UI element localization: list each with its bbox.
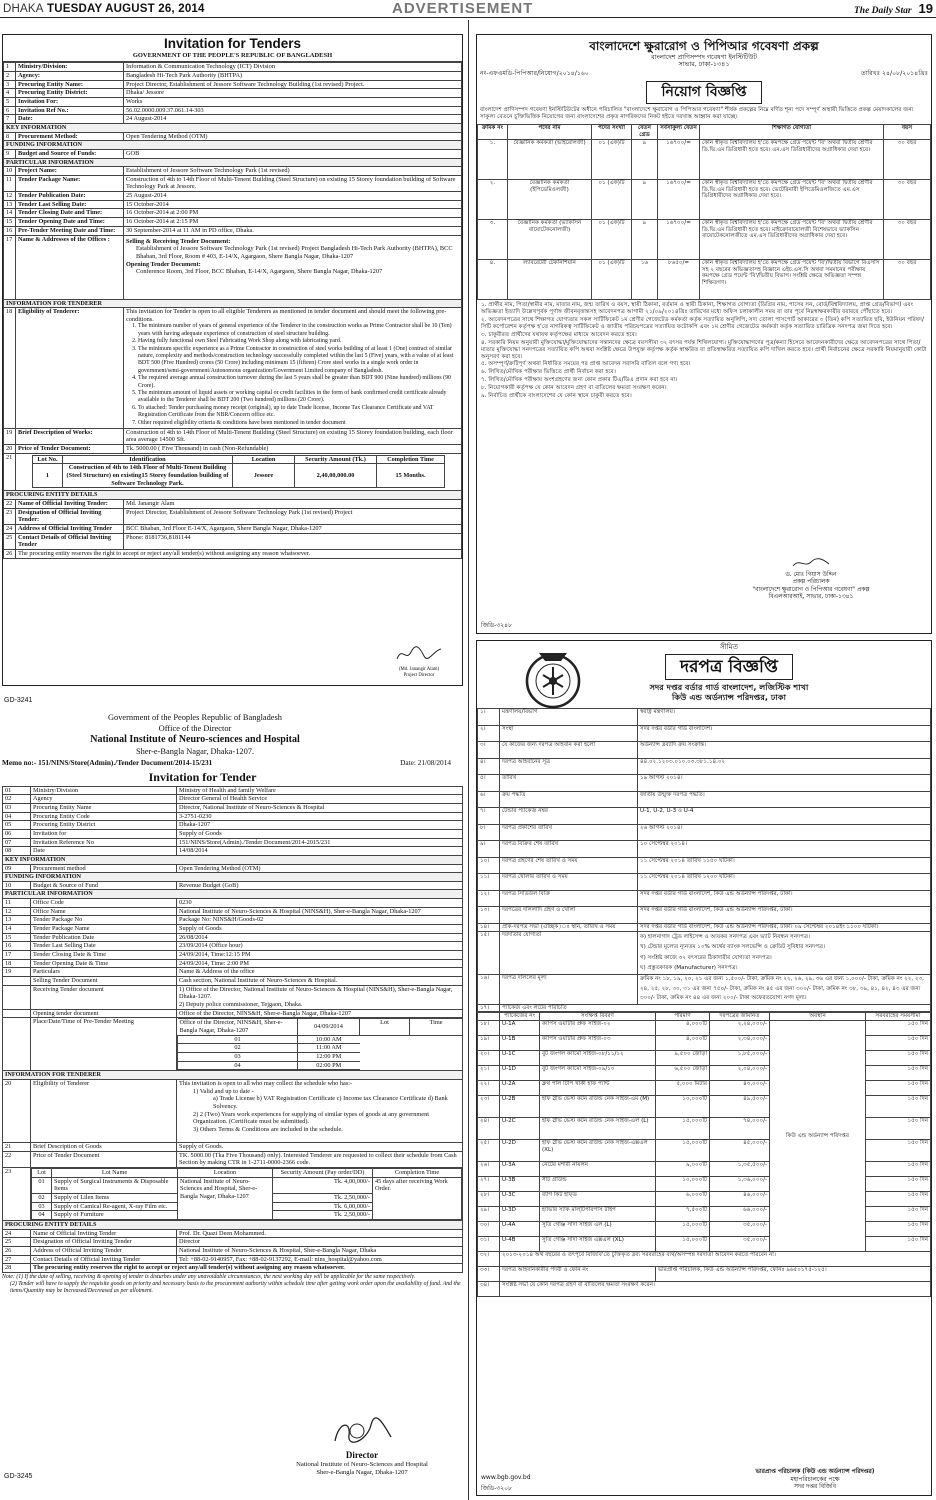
table-row: 05 Procuring Entity District Dhaka-1207 [3,821,463,830]
table-row: ৩৪। সংশ্লিষ্ট সভা যে কোন দরপত্র গ্রহণ বা বাতিলের ক্ষমতা সংরক্ষণ করেন। [478,1282,931,1297]
instruction-item: ৩. চাকুরীরত প্রার্থীদের যথাযথ কর্তৃপক্ষের মাধ্যমে আবেদন করতে হবে। [481,331,637,338]
dateline: DHAKA TUESDAY AUGUST 26, 2014 [3,3,205,15]
section-heading: INFORMATION FOR TENDERER [3,1071,463,1080]
section-heading: FUNDING INFORMATION [3,873,463,882]
package-row: ১৯। U-1B ক্যাপস ওয়াটার প্রুফ সাইজ-০৩ ৪,০০০টি ২,৩৪,০০০/- ১৫০ দিন [478,1036,931,1051]
table-row: 19 Brief Description of Works: Construction of 4th to 14th Floor of Multi-Tenent Building (Steel Structure) on existing 15 Storey foundation building, each floor area average 14500 Sft. [4,428,462,444]
table-row: 10 Project Name: Establishment of Jessore Software Technology Park (1st revised) [4,167,462,176]
table-row: 12 Office Name National Institute of Neuro-Sciences & Hospital (NINS&H), Sher-e-Bangla Nagar, Dhaka-1207 [3,907,463,916]
table-row: 22 Name of Official Inviting Tender: Md. Janangir Alam [4,500,462,509]
instruction-item: ২. আবেদনপত্রের সাথে শিক্ষাগত যোগ্যতার সকল সার্টিফিকেট ১ম শ্রেণীর গেজেটেড কর্মকর্তা কর্তৃক সত্যায়িত অনুলিপি, সদ্য তোলা পাসপোর্ট আকারের ৩ (তিন) কপি সত্যায়িত ছবি, ইউনিয়ন পরিষদ/সিটি কর্পোরেশন কর্তৃপক্ষ হ'তে নাগরিকত্ব সার্টিফিকেট ও জাতীয় পরিচয়পত্রের সত্যায়িত ফটোকপি এবং ১ম শ্রেণীর গেজেটেড কর্মকর্তা কর্তৃক সত্যায়িত চারিত্রিক সনদপত্র জমা দিতে হবে। [481,316,924,330]
meeting-time-row: 01 10:00 AM [178,1035,463,1044]
signature-block: (Md. Janangir Alam) Project Director [394,644,444,679]
instruction-item: ৫. অসম্পূর্ণ/ক্রটিপূর্ণ অথবা নির্ধারিত সময়ের পর প্রাপ্ত আবেদন সরাসরি বাতিল বলে গণ্য হবে। [481,361,691,368]
recruit-header: বাংলাদেশে ক্ষুরারোগ ও পিপিআর গবেষণা প্রকল্প বাংলাদেশ প্রাণিসম্পদ গবেষণা ইনস্টিটিউট সাভার, ঢাকা-১৩৪১ [589,39,819,69]
eligibility-item: 7. Other required eligibility criteria & conditions have been mentioned in tender document [138,420,459,427]
table-row: 21 Lot No. Identification Location Security Amount (Tk.) Completion Time 1 Construction of 4th to 14th Floor of Multi-Tenent Building (Steel Structure) on existing15 Storey foundation building of Software Technology Park. Jessore 2,40,00,000.00 15 Months. [4,453,462,491]
ad-recruitment-notice [476,34,932,634]
table-row: 2 Agency: Bangladesh Hi-Tech Park Authority (BHTPA) [4,72,462,81]
vacancy-row: ৩. বৈজ্ঞানিক কর্মকর্তা (ভ্যাকসিন বায়োটেকনোলজী) ০১ (এক)টি ৯ ১৬৭০০/= কোন স্বীকৃত বিশ্ববিদ্যালয় হ'তে কমপক্ষে গ্রেড পয়েন্ট 'বি' অথবা দ্বিতীয় শ্রেণীর ডি.ভি.এম ডিগ্রিধারী হতে হবে। মাইক্রোবায়োলজী বিশেষভাবে ভ্যাকসিন বায়োটেকনোলজীতে এম.এস ডিগ্রিধারীদের অগ্রাধিকার দেয়া হবে। ৩০ বছর [478,219,931,259]
table-row: 18 Eligibility of Tenderer: This invitation for Tender is open to all eligible Tenderers as mentioned in tender document and should meet the following pre-conditions. 1. The minimum number of years of general experience of the Tenderer in the construction works as Prime Contractor shall be 10 (Ten) years with having adequate experience of construction of steel structure building. 2. Having fully functional own Steel Fabricating Work Shop along with fabricating yard. 3. The minimum specific experience as a Prime Contractor in construction of steel works building of at least 1 (One) contract of similar nature, complexity and methods/construction technology successfully completed within the last 5 (Five) years, with a value of at least BDT 500 (Five Hundred) crores (50 Crore) including minimum 15 (fifteen) Crore steel works in a single work order in government/semi-government/Autonomous organization/Government Limited company of Bangladesh. 4. The required average annual construction turnover during the last 5 years shall be greater than BDT 900 (Nine hundred) millions (90 Crore). 5. The minimum amount of liquid assets or working capital or credit facilities in the form of bank confirmed credit certificate already available to the Tenderer shall be BDT 200 (Two hundred) millions (20 Crore). 6. To attached: Tender purchasing money receipt (original), up to date Trade license, Income Tax Clearance Certificate and VAT Registration Certificate from the NBR/Concern office etc. 7. Other required eligibility criteria & conditions have been mentioned in tender document [4,308,462,429]
package-row: ৩১। U-4B সুতি গেঞ্জি সাদা সাইজ এক্সএল (XL) ১৫,০০০টি ৩৫,০০০/- ১৫০ দিন [478,1237,931,1252]
table-row: 4 Procuring Entity District: Dhaka/ Jessore [4,89,462,98]
instruction-item: ৮. নিয়োগকারী কর্তৃপক্ষ যে কোন আবেদন গ্রহণ বা বাতিলের ক্ষমতা সংরক্ষণ করেন। [481,385,667,392]
table-row: 12 Tender Publication Date: 25 August-2014 [4,192,462,201]
table-row: 1 Ministry/Division: Information & Communication Technology (ICT) Division [4,63,462,72]
bgb-tender-table [477,708,931,1012]
tender-table [3,62,462,558]
table-row: 03 Procuring Entity Name Director, National Institute of Neuro-Sciences & Hospital [3,803,463,812]
table-row: 18 Tender Opening Date & Time 24/09/2014, Time: 2:00 PM [3,959,463,968]
lot-row: 02 Supply of Lilen Items Tk. 2,50,000/- [32,1194,462,1203]
table-row: 24 Address of Official Inviting Tender BCC Bhaban, 3rd Floor E-14/X, Agargaon, Shere Bangla Nagar, Dhaka-1207 [4,525,462,534]
website-link[interactable]: www.bgb.gov.bd [481,1473,531,1481]
memo-line: Memo no:- 151/NINS/Store(Admin)./Tender Document/2014-15/231 Date: 21/08/2014 [2,758,451,767]
tender-title: Invitation for Tender [148,770,257,784]
table-row: 11 Office Code 0230 [3,899,463,908]
gd-number: জিডি-৩২০৮ [481,1484,512,1492]
gd-number: জিডি-৩২৪৮ [481,621,512,629]
section-heading: PROCURING ENTITY DETAILS [3,1221,463,1230]
vacancy-table-header: ক্রমিক নং পদের নাম পদের সংখ্যা বেতন গ্রেড সর্বসাকুল্য বেতন শিক্ষাগত যোগ্যতা বয়স [478,125,931,140]
bgb-logo [521,647,585,711]
instruction-item: ৬. লিখিত/মৌখিক পরীক্ষার ভিত্তিতে প্রার্থী নির্বাচন করা হবে। [481,369,616,376]
table-row: 13 Tender Last Selling Date: 15 October-2014 [4,200,462,209]
section-label: ADVERTISEMENT [392,0,534,17]
lot-row: 01 Supply of Surgical Instruments & Disposable Items National Institute of Neuro-Sciences and Hospital, Sher-e-Bangla Nagar, Dhaka-1207 Tk. 4,00,000/- 45 days after receiving Work Order. [32,1177,462,1193]
eligibility-item: 3. The minimum specific experience as a Prime Contractor in construction of steel works building of at least 1 (One) contract of similar nature, complexity and methods/construction technology successfully completed within the last 5 (Five) years, with a value of at least BDT 500 (Five Hundred) crores (50 Crore) including minimum 15 (fifteen) Crore steel works in a single work order in government/semi-government/Autonomous organization/Government Limited company of Bangladesh. [138,346,459,375]
table-row: 23 Lot Lot Name Location Security Amount (Pay order/DD) Completion Time 01 Supply of Surgical Instruments & Disposable Items National Institute of Neuro-Sciences and Hospital, Sher-e-Bangla Nagar, Dhaka-1207 Tk. 4,00,000/- 45 days after receiving Work Order. 02 Supply of Lilen Items Tk. 2,50,000/- 03 Supply of Camical Re-agent, X-ray Film etc. Tk. 6,00,000/- 04 Supply of Furniture Tk. 2,50,000/- [3,1168,463,1221]
instruction-item: ৯. নির্বাচিত প্রার্থীকে বাংলাদেশের যে কোন স্থানে চাকুরী করতে হবে। [481,393,632,400]
table-row: ১২। দরপত্র সিডিউল বিক্রি সদর দপ্তর বর্ডার গার্ড বাংলাদেশ, কিউ এন্ড অর্ডন্যান্স পরিদপ্তর, ঢাকা। [478,890,931,907]
table-row: 25 Contact Details of Official Inviting Tender Phone: 8181736,8181144 [4,533,462,549]
package-row: ২৫। U-2D হাফ স্লীভ ভেস্ট কটন রাউন্ড নেক সাইজ-এক্সএল (XL) ১৫,০০০টি ৪৫,০০০/- ১৫০ দিন [478,1140,931,1162]
signature-icon [791,557,831,569]
masthead [854,1,933,18]
instruction-item: ১. প্রার্থীর নাম, পিতা/স্বামীর নাম, মাতার নাম, জন্ম তারিখ ও বয়স, স্থায়ী ঠিকানা, বর্তমান ও স্থায়ী ঠিকানা, শিক্ষাগত যোগ্যতা (ডিগ্রির নাম, পাসের সন, বোর্ড/বিশ্ববিদ্যালয়, প্রাপ্ত গ্রেড/বিভাগ) এবং অভিজ্ঞতা ইত্যাদি উল্লেখপূর্বক পূর্ণাঙ্গ জীবনবৃত্তান্তসহ আবেদনপত্র আগামী ২১/০৯/২০১৪খ্রিঃ তারিখের মধ্যে অফিস চলাকালীন সময় বা তার পূর্বে নিম্নস্বাক্ষরকারীর বরাবরে পৌঁছাতে হবে। [481,301,914,315]
notice-title: নিয়োগ বিজ্ঞপ্তি [646,81,761,104]
package-row: ২৭। U-3B সীট গ্রাউন্ড ১০,০০০টি ১,৩৬,০০০/- ১৫০ দিন [478,1177,931,1192]
table-row: ২। সংস্থা সদর দপ্তর বর্ডার গার্ড বাংলাদেশ। [478,725,931,742]
table-row: 25 Designation of Official Inviting Tender Director [3,1238,463,1247]
lot-row: 03 Supply of Camical Re-agent, X-ray Film etc. Tk. 6,00,000/- [32,1202,462,1211]
table-row: ৪। দরপত্র আহবানের সূত্র ৪৪.০২.১২০৩.০১০.০৩.৩৮১.১৪.০২ [478,758,931,775]
page-header [0,0,936,18]
table-row: 19 Particulars Name & Address of the office [3,968,463,977]
table-row: 11 Tender Package Name: Construction of 4th to 14th Floor of Multi-Tenent Building (Steel Structure) on existing 15 Storey foundation building of Software Technology Park at Jessore. [4,175,462,191]
table-row: 28 The procuring entity reserves the right to accept or reject any/all tender(s) without assigning any reason whatsoever. [3,1264,463,1273]
table-row: 27 Contact Details of Official Inviting Tender Tel: +88-02-9140957, Fax: +88-02-9137292, E-mail: nins_hospital@yahoo.com [3,1255,463,1264]
meeting-table: Office of the Director, NINS&H, Sher-e-Bangla Nagar, Dhaka-1207 04/09/2014 Lot Time 01 10:00 AM 02 11:00 AM 03 12:00 PM 04 02:00 PM [177,1018,462,1070]
table-row: 20 Eligibility of Tenderer This invitation is open to all who may collect the schedule who has:- 1) Valid and up to date - a) Trade License b) VAT Registration Certificate c) Income tax Clearance Certificate d) Bank Solvency. 2) 2 (Two) Years work experiences for supplying of similar types of goods at any government Organization. (Certificate must be submitted). 3) Others Terms & Conditions are included in the schedule. [3,1080,463,1143]
lot-table-header: Lot Lot Name Location Security Amount (Pay order/DD) Completion Time [32,1169,462,1178]
vacancy-table [477,124,931,300]
package-row: ২১। U-1D বুট জংগল ক্যামো সাইজ-০৯/১০ ৬,৫০০ জোড়া ২,০৪,০০০/- ১৫০ দিন [478,1066,931,1081]
eligibility-item: 1. The minimum number of years of general experience of the Tenderer in the construction works as Prime Contractor shall be 10 (Ten) years with having adequate experience of construction of steel structure building. [138,323,459,337]
table-row: Receiving Tender document 1) Office of the Director, National Institute of Neuro-Sciences & Hospital (NINS&H), Sher-e-Bangla Nagar, Dhaka-1207. 2) Deputy police commissioner, Tejgaon, Dhaka. [3,985,463,1009]
instruction-item: ৭. লিখিত/মৌখিক পরীক্ষায় অংশগ্রহণের জন্য কোন প্রকার টিএ/ডিএ প্রদান করা হবে না। [481,377,678,384]
signature-block: Director National Institute of Neuro-Sciences and Hospital Sher-e-Bangla Nagar, Dhaka-1207 [262,1417,462,1477]
gd-number: GD-3241 [4,697,33,704]
newspaper-logo: The Daily Star [854,6,912,16]
table-row: ১০। দরপত্র গ্রহণের শেষ তারিখ ও সময় ১১ সেপ্টেম্বর ২০১৪ তারিখ ১১৫০ ঘটিকা। [478,857,931,874]
lot-table [32,455,445,489]
instructions-list [477,300,931,403]
table-row: Place/Date/Time of Pre-Tender Meeting Office of the Director, NINS&H, Sher-e-Bangla Nagar, Dhaka-1207 04/09/2014 Lot Time 01 10:00 AM 02 11:00 AM 03 12:00 PM 04 02:00 PM [3,1018,463,1071]
tender-table [2,786,463,1273]
table-row: 01 Ministry/Division Ministry of Health and family Welfare [3,786,463,795]
vacancy-row: ৪. ল্যাবরেটরী টেকনিশিয়ান ০১ (এক)টি ১৬ ৮৬৫০/= কোন স্বীকৃত বিশ্ববিদ্যালয় হ'তে কমপক্ষে গ্রেড পয়েন্ট 'বি'/দ্বিতীয় বিভাগে বিএসসি সহ ২ বছরের অভিজ্ঞতাসহ বিজ্ঞানে এইচ.এস.সি অথবা সমমানের পরীক্ষায় কমপক্ষে গ্রেড পয়েন্ট 'বি'/দ্বিতীয় বিভাগ। সংশ্লিষ্ট ক্ষেত্রে অভিজ্ঞতা সম্পন্ন শিক্ষিতগণ। ৩০ বছর [478,259,931,299]
qualification-item: গ) সংশ্লিষ্ট কাজে ৩২ বৎসরের ঠিকাদারীর যোগ্যতা সনদপত্র। [640,954,772,961]
tender-title: Invitation for Tenders [163,36,301,51]
table-row: ১৫। দরদাতার যোগ্যতা ক) হালনাগাদ ট্রেড লাইসেন্স ও আয়কর সনদপত্র এবং ভ্যাট নিবন্ধন সনদপত্র। খ) টেন্ডার মূল্যের ন্যূনতম ১০% অর্থের ব্যাংক সলভেন্সি ও ক্রেডিট সুবিধার সনদপত্র। গ) সংশ্লিষ্ট কাজে ৩২ বৎসরের ঠিকাদারীর যোগ্যতা সনদপত্র। ঘ) প্রস্তুতকারক (Manufacturer) সনদপত্র। [478,931,931,975]
page-number: 19 [918,1,933,16]
meeting-time-row: 02 11:00 AM [178,1044,463,1053]
bgb-emblem-icon [521,647,585,711]
tender-title-box [3,35,462,62]
table-row: ৯। দরপত্র বিক্রির শেষ তারিখ ১০ সেপ্টেম্বর ২০১৪। [478,841,931,858]
package-row: ১৮। U-1A ক্যাপস ওয়াটার প্রুফ সাইজ-০২ ৪,০০০টি ২,২৪,০০০/- কিউ এন্ড অর্ডন্যান্স পরিদপ্তর ১৫০ দিন [478,1021,931,1036]
table-row: 15 Tender Publication Date 26/08/2014 [3,933,463,942]
table-row: ৭। টেন্ডার প্যাকেজ নম্বর U-1, U-2, U-3 ও U-4 [478,808,931,825]
lot-table [31,1168,462,1220]
eligibility-item: 2. Having fully functional own Steel Fabricating Work Shop along with fabricating yard. [138,338,459,345]
section-heading: PROCURING ENTITY DETAILS [4,491,462,500]
qualification-item: খ) টেন্ডার মূল্যের ন্যূনতম ১০% অর্থের ব্যাংক সলভেন্সি ও ক্রেডিট সুবিধার সনদপত্র। [640,944,826,951]
tender-subtitle: GOVERNMENT OF THE PEOPLE'S REPUBLIC OF BANGLADESH [132,52,333,60]
eligibility-item: 5. The minimum amount of liquid assets or working capital or credit facilities in the form of bank confirmed credit certificate already available to the Tenderer shall be BDT 200 (Two hundred) millions (20 Crore). [138,390,459,404]
table-row: 22 Price of Tender Document TK. 5000.00 (Tka Five Thousand) only). Interested Tenderer are requested to collect their schedule from Cash Section by making CTR in 1-2711-0000-2366 code. [3,1151,463,1167]
table-row: ৬। ক্রয় পদ্ধতি জাতীয় উন্মুক্ত দরপত্র পদ্ধতি। [478,791,931,808]
table-row: 8 Procurement Method: Open Tendering Method (OTM) [4,132,462,141]
table-row: 15 Tender Opening Date and Time: 16 October-2014 at 2:15 PM [4,218,462,227]
table-row: 10 Budget & Source of Fund Revenue Budget (GoB) [3,881,463,890]
table-row: 17 Tender Closing Date & Time 24/09/2014, Time:12:15 PM [3,951,463,960]
section-heading: PARTICULAR INFORMATION [4,158,462,167]
table-row: 02 Agency Director General of Health Service [3,795,463,804]
table-row: 6 Invitation Ref No.: 56.02.0000.009.37.061.14-303 [4,106,462,115]
table-row: Selling Tender Document Cash section, National Institute of Neuro-Sciences & Hospital. [3,977,463,986]
section-heading: PARTICULAR INFORMATION [3,890,463,899]
table-row: 09 Procurement method Open Tendering Method (OTM) [3,864,463,873]
lot-row: 04 Supply of Furniture Tk. 2,50,000/- [32,1211,462,1220]
table-row: ৩। যে কাজের জন্য দরপত্র আহবান করা হলো অর্ডন্যান্স দ্রব্যাদি ক্রয় সংক্রান্ত। [478,742,931,759]
signature-block: ভারপ্রাপ্ত পরিচালক (কিউ এন্ড অর্ডন্যান্স পরিদপ্তর) মহাপরিচালকের পক্ষে সদর দপ্তর বিজিবি [755,1469,875,1490]
qualification-item: ঘ) প্রস্তুতকারক (Manufacturer) সনদপত্র। [640,965,738,972]
table-row: ১৬। দরপত্র দলিলের মূল্য ক্রমিক নং ১৮, ১৯, ২০, ২১ এর জন্য ১,৫০০/- টাকা, ক্রমিক নং ২২, ২৬, ২৯, ৩৬ এর জন্য ১,০০০/- টাকা, ক্রমিক নং ২২, ২৩, ২৪, ২৫, ২৮, ৩০, ৩১ এর জন্য ৭৫০/- টাকা, ক্রমিক নং ৪৫ এর জন্য ৩০০/- টাকা, ক্রমিক নং ৩৮, ৩৯, ৪১, ৪২, ৪৩ এর জন্য ৩০০/- টাকা, ক্রমিক নং ৪৪ এর জন্য ২০০/- টাকা অফেরতযোগ্য নগদ মূল্য। [478,975,931,1005]
package-row: ২৩। U-2B হাফ স্লীভ ভেস্ট কটন রাউন্ড নেক সাইজ-এম (M) ১০,০০০টি ৪৯,৫০০/- ১৫০ দিন [478,1096,931,1118]
package-row: ২৯। U-3D হ্যাভার স্যাক মাল্‌টিপারপাস টাইপ ৭,৫০০টি ৬৬,০০০/- ১৫০ দিন [478,1207,931,1222]
notes: Note: (1) If the date of selling, receiving & opening of tender is disturbes under any unavoidable circumstances, the next working day will be applicable for the same respectively. (2) Tender will have to supply the requisite goods on priority and necessary basis to the procurement authority within schedule time after getting work order upon the availability of fund. And the items/Quantity may be Increased/Decreased as per allotment. [2,1274,461,1295]
package-row: ২৮। U-3C ব্যাগ কিট হাফ্ড ৬,০০০টি ৪৬,০০০/- ১৫০ দিন [478,1192,931,1207]
vacancy-row: ২. বৈজ্ঞানিক কর্মকর্তা (ইপিডেমিওলজী) ০১ (এক)টি ৯ ১৬৭০০/= কোন স্বীকৃত বিশ্ববিদ্যালয় হ'তে কমপক্ষে গ্রেড পয়েন্ট 'বি' অথবা দ্বিতীয় শ্রেণীর ডি.ভি.এম ডিগ্রিধারী হতে হবে। ভেটেরিনারী ইপিডেমিওলজিতে এম.এস ডিগ্রিধারীদের অগ্রাধিকার দেয়া হবে। ৩০ বছর [478,179,931,219]
lot-table-row: 1 Construction of 4th to 14th Floor of Multi-Tenent Building (Steel Structure) on existing15 Storey foundation building of Software Technology Park. Jessore 2,40,00,000.00 15 Months. [33,464,445,488]
ad-jessore-tender [2,34,463,686]
package-row: ২৪। U-2C হাফ স্লীভ ভেস্ট কটন রাউন্ড নেক সাইজ-এল (L) ১৫,০০০টি ৭৪,০০০/- ১৫০ দিন [478,1118,931,1140]
table-row: 9 Budget and Source of Funds: GOB [4,149,462,158]
table-row: ৩৩। দরপত্র আহবানকারীর পদবী ও ফোন নং ভারপ্রাপ্ত পরিচালক, কিউ এন্ড অর্ডন্যান্স পরিদপ্তর, ফোনঃ ৯৬৫০১৭৫-১২৫। [478,1267,931,1282]
table-row: ১৪। প্রাক-দরপত্র সভা (ঐচ্ছিক)ঃ স্থান, তারিখ ও সময় সদর দপ্তর বর্ডার গার্ড বাংলাদেশ, কিউ এন্ড অর্ডন্যান্স পরিদপ্তর, ঢাকা। ০৯ সেপ্টেম্বর ২০১৪ইং ১১০০ ঘটিকা। [478,923,931,931]
eligibility-list [126,323,459,427]
qualification-item: ক) হালনাগাদ ট্রেড লাইসেন্স ও আয়কর সনদপত্র এবং ভ্যাট নিবন্ধন সনদপত্র। [640,933,810,940]
intro-text: বাংলাদেশ প্রাণিসম্পদ গবেষণা ইনস্টিটিউটের অধীনে পরিচালিত "বাংলাদেশে ক্ষুরারোগ ও পিপিআর গবেষণা" শীর্ষক প্রকল্পের নিম্নে বর্ণিত শূন্য পদে সম্পূর্ণ অস্থায়ী ভিত্তিতে প্রকল্প মেয়াদকালের জন্য সাকুল্য বেতনে চুক্তিভিত্তিক নিয়োগের জন্য বাংলাদেশের প্রকৃত নাগরিকদের নিকট হইতে দরখাস্ত আহ্বান করা যাচ্ছে। [480,107,914,121]
section-heading: FUNDING INFORMATION [4,141,462,150]
eligibility-item: 4. The required average annual construction turnover during the last 5 years shall be greater than BDT 900 (Nine hundred) millions (90 Crore). [138,375,459,389]
memo-line: নং-এফএমডি-পিপিআর/নিয়োগ/২০১৪/১৬০ তারিখঃ ২৪/০৮/২০১৪খ্রিঃ [480,70,928,78]
meeting-time-row: 04 02:00 PM [178,1061,463,1070]
table-row: 3 Procuring Entity Name: Project Director, Establishment of Jessore Software Technology Building (1st revised) Project. [4,80,462,89]
ad-bgb-tender [476,640,932,1496]
package-row: ২২। U-2A ক্লথ পলি টিপি খাকী হাফ প্যান্ট ৫,০০০ মিটার ৪৩,০০০/- ১৫০ দিন [478,1081,931,1096]
meeting-time-row: 03 12:00 PM [178,1053,463,1062]
lot-table-header: Lot No. Identification Location Security Amount (Tk.) Completion Time [33,455,445,464]
signature-icon [327,1417,397,1447]
table-row: 5 Invitation For: Works [4,98,462,107]
section-heading: KEY INFORMATION [4,124,462,133]
table-row: 26 Address of Official Inviting Tender National Institute of Neuro-Sciences & Hospital, Sher-e-Bangla Nagar, Dhaka [3,1246,463,1255]
package-row: ২৬। U-3A নেটের মশারী নায়লন ৯,০০০টি ১,৩৫,৫০০/- ১৫০ দিন [478,1162,931,1177]
table-row: 14 Tender Package Name Supply of Goods [3,925,463,934]
table-row: ৫। তারিখ ১৯ আগস্ট ২০১৪। [478,775,931,792]
table-row: ১৩। দরপত্রের দলিলাদি গ্রহণ ও খোলা সদর দপ্তর বর্ডার গার্ড বাংলাদেশ, কিউ এন্ড অর্ডন্যান্স পরিদপ্তর, ঢাকা। [478,907,931,924]
table-row: 08 Date 14/08/2014 [3,847,463,856]
package-row: ২০। U-1C বুট জংগল ক্যামো সাইজ-০৮/১১/১২ ৯,৫০০ জোড়া ১,৮৫,০০০/- ১৫০ দিন [478,1051,931,1066]
table-row: ১১। দরপত্র খোলার তারিখ ও সময় ১১ সেপ্টেম্বর ২০১৪ তারিখ ১২০০ ঘটিকা। [478,874,931,891]
table-row: 26 The procuring entity reserves the right to accept or reject any/all tender(s) without assigning any reason whatsoever. [4,550,462,559]
package-table [477,1012,931,1297]
column-divider [468,20,469,1500]
table-row: 21 Brief Description of Goods Supply of Goods. [3,1143,463,1152]
table-row: 04 Procuring Entity Code 3-2751-0230 [3,812,463,821]
table-row: Opening tender document Office of the Director, NINS&H, Sher-e-Bangla Nagar, Dhaka-1207 [3,1009,463,1018]
package-table-header: প্যাকেজের নং সংক্ষিপ্ত বিবরণ পরিমাণ দরপত্রের জামানত অবস্থান সরবরাহের সময়সীমা [478,1013,931,1021]
table-row: ৮। দরপত্র প্রকাশের তারিখ ২৬ আগস্ট ২০১৪। [478,824,931,841]
table-row: ১৭। প্যাকেজ এবং লটের পরিচিতি [478,1004,931,1012]
table-row: 07 Invitation Reference No 151/NINS/Store(Admin)./Tender Document/2014-2015/231 [3,838,463,847]
ad-nins-tender [2,713,463,1483]
instruction-item: ৪. সরকারি নিয়ম অনুযায়ী মুক্তিযোদ্ধা/মুক্তিযোদ্ধাদের সন্তানদের ক্ষেত্রে বয়সসীমা ৩২ বৎসর পর্যন্ত শিথিলযোগ্য। মুক্তিযোদ্ধাগণের পুত্র/কন্যা হিসেবে আবেদনকারীদের ক্ষেত্রে আবেদনপত্রের সাথে পিতা/মাতার মুক্তিযোদ্ধা সনদপত্রের সত্যায়িত কপি অথবা সংশ্লিষ্ট ক্ষেত্রে উপযুক্ত কর্তৃপক্ষ কর্তৃক স্বাক্ষরিত বা প্রতিস্বাক্ষরিত সত্যায়িত কপি দাখিল করতে হবে। প্রার্থী নির্বাচনের ক্ষেত্রে সরকারি নিয়মানুযায়ী কোটা অনুসরণ করা হবে। [481,339,927,360]
table-row: 16 Pre-Tender Meeting Date and Time: 30 September-2014 at 11 AM in PD office, Dhaka. [4,226,462,235]
table-row: 23 Designation of Official Inviting Tender: Project Director, Establishment of Jessore Software Technology Park (1st revised) Project [4,508,462,524]
table-row: 20 Price of Tender Document: Tk. 5000.00 ( Five Thousand) in cash (Non-Refundable) [4,445,462,454]
signature-icon [394,644,444,664]
eligibility-item: 6. To attached: Tender purchasing money receipt (original), up to date Trade license, Income Tax Clearance Certificate and VAT Registration Certificate from the NBR/Concern office etc. [138,405,459,419]
signature-block: ড. মোঃ গিয়াস উদ্দিন প্রকল্প পরিচালক "বাংলাদেশে ক্ষুরারোগ ও পিপিআর গবেষণা" প্রকল্প বিএলআরআই, সাভার, ঢাকা-১৩৪১ [721,557,901,601]
package-row: ৩০। U-4A সুতি গেঞ্জি সাদা সাইজ এল (L) ১৫,০০০টি ৩৫,০০০/- ১৫০ দিন [478,1222,931,1237]
notice-title: দরপত্র বিজ্ঞপ্তি [665,654,793,681]
table-row: 14 Tender Closing Date and Time: 16 October-2014 at 2:00 PM [4,209,462,218]
table-row: ৩২। ২০১৩-২০১৪ অর্থ বছরের ও তৎপূর্বে বিজিবি'তে চুক্তিকৃত দ্রব্য সরবরাহের ব্যর্থ/অসম্পন্ন দরদাতা আবেদন করতে পারবেন না। [478,1252,931,1267]
table-row: ১। মন্ত্রণালয়/বিভাগ স্বরাষ্ট্র মন্ত্রণালয়। [478,709,931,726]
table-row: 7 Date: 24 August-2014 [4,115,462,124]
table-row: 06 Invitation for Supply of Goods [3,829,463,838]
table-row: 13 Tender Package No Package No: NINS&H/Goods-02 [3,916,463,925]
bgb-header: সীমিত দরপত্র বিজ্ঞপ্তি সদর দপ্তর বর্ডার গার্ড বাংলাদেশ, লজিস্টিক শাখা কিউ এন্ড অর্ডন্যান্স পরিদপ্তর, ঢাকা [649,643,809,703]
vacancy-row: ১. বৈজ্ঞানিক কর্মকর্তা (ভাইরোলজী) ০১ (এক)টি ৯ ১৬৭০০/= কোন স্বীকৃত বিশ্ববিদ্যালয় হ'তে কমপক্ষে গ্রেড পয়েন্ট 'বি' অথবা দ্বিতীয় শ্রেণীর ডি.ভি.এম ডিগ্রিধারী হতে হবে। এম.এস ডিগ্রিধারীদের অগ্রাধিকার দেয়া হবে। ৩০ বছর [478,139,931,179]
table-row: 16 Tender Last Selling Date 23/09/2014 (Office hour) [3,942,463,951]
table-row: 17 Name & Addresses of the Offices : Selling & Receiving Tender Document: Establishment of Jessore Software Technology Park (1st revised) Project Bangladesh Hi-Tech Park Authority (BHTPA), BCC Bhaban, 3rd Floor, Room # 403, E-14/X, Agargaon, Shere Bangla Nagar, Dhaka-1207 Opening Tender Document: Conference Room, 3rd Floor, BCC Bhaban, E-14/X, Agargaon, Shere Bangla Nagar, Dhaka-1207 [4,235,462,299]
table-row: 24 Name of Official Inviting Tender Prof. Dr. Quazi Deen Mohammed. [3,1229,463,1238]
section-heading: INFORMATION FOR TENDERER [4,299,462,308]
gd-number: GD-3245 [4,1473,33,1480]
nins-header: Government of the Peoples Republic of Bangladesh Office of the Director National Institute of Neuro-sciences and Hospital Sher-e-Bangla Nagar, Dhaka-1207. [90,713,300,756]
section-heading: KEY INFORMATION [3,856,463,865]
